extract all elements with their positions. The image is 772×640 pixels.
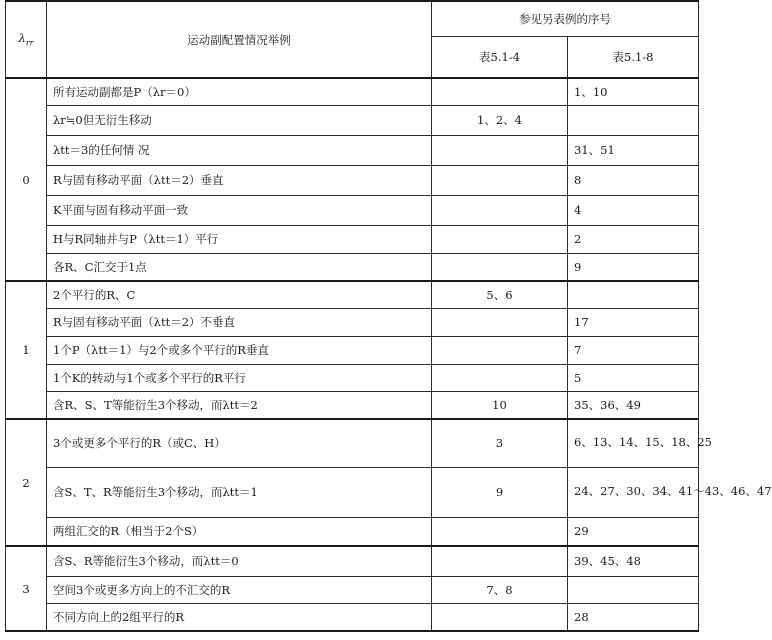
- table-row: [6, 165, 699, 195]
- row-description: 含S、T、R等能衍生3个移动，而λtt＝1: [47, 467, 432, 517]
- table-5-1-4-ref: 9: [432, 467, 568, 517]
- table-5-1-4-ref: [432, 603, 568, 631]
- row-description: 含R、S、T等能衍生3个移动，而λtt＝2: [47, 391, 432, 419]
- table-5-1-4-ref: [432, 546, 568, 576]
- table-5-1-4-ref: [432, 165, 568, 195]
- table-5-1-8-ref: 35、36、49: [568, 391, 699, 419]
- table-5-1-8-ref: 1、10: [568, 78, 699, 105]
- row-description: R与固有移动平面（λtt＝2）不垂直: [47, 308, 432, 336]
- table-5-1-4-ref: 1、2、4: [432, 105, 568, 135]
- reference-column-header: 参见另表例的序号: [432, 1, 699, 36]
- table-5-1-4-ref: 10: [432, 391, 568, 419]
- lambda-value: 1: [6, 281, 47, 419]
- row-description: 1个K的转动与1个或多个平行的R平行: [47, 364, 432, 391]
- table-5-1-8-ref: [568, 576, 699, 603]
- table-5-1-4-ref: 7、8: [432, 576, 568, 603]
- table-5-1-8-ref: 8: [568, 165, 699, 195]
- table-5-1-8-ref: 31、51: [568, 135, 699, 165]
- table-5-1-4-header: 表5.1-4: [432, 36, 568, 78]
- row-description: 各R、C汇交于1点: [47, 253, 432, 281]
- table-5-1-8-ref: 6、13、14、15、18、25: [568, 419, 699, 467]
- table-row: [6, 225, 699, 253]
- table-5-1-4-ref: [432, 78, 568, 105]
- row-description: R与固有移动平面（λtt＝2）垂直: [47, 165, 432, 195]
- table-5-1-8-ref: 39、45、48: [568, 546, 699, 576]
- table-5-1-8-ref: [568, 105, 699, 135]
- row-description: 空间3个或更多方向上的不汇交的R: [47, 576, 432, 603]
- row-description: λtt＝3的任何情 况: [47, 135, 432, 165]
- table-5-1-8-ref: 7: [568, 336, 699, 364]
- table-5-1-8-ref: 24、27、30、34、41～43、46、47: [568, 467, 699, 517]
- row-description: 1个P（λtt＝1）与2个或多个平行的R垂直: [47, 336, 432, 364]
- table-5-1-4-ref: [432, 517, 568, 546]
- table-5-1-8-ref: 2: [568, 225, 699, 253]
- table-row: [6, 364, 699, 391]
- table-5-1-8-ref: [568, 281, 699, 308]
- row-description: 2个平行的R、C: [47, 281, 432, 308]
- row-description: 3个或更多个平行的R（或C、H）: [47, 419, 432, 467]
- table-5-1-8-ref: 4: [568, 195, 699, 225]
- table-5-1-4-ref: [432, 225, 568, 253]
- description-column-header: 运动副配置情况举例: [47, 1, 432, 78]
- table-5-1-4-ref: 3: [432, 419, 568, 467]
- table-5-1-8-ref: 5: [568, 364, 699, 391]
- lambda-value: 3: [6, 546, 47, 631]
- row-description: H与R同轴并与P（λtt＝1）平行: [47, 225, 432, 253]
- table-5-1-8-ref: 9: [568, 253, 699, 281]
- table-row: [6, 253, 699, 281]
- table-5-1-4-ref: [432, 135, 568, 165]
- table-row: [6, 336, 699, 364]
- table-5-1-8-ref: 17: [568, 308, 699, 336]
- table-row: [6, 467, 699, 517]
- table-5-1-8-ref: 29: [568, 517, 699, 546]
- kinematic-pair-table: [5, 0, 772, 632]
- header-row-1: [6, 1, 699, 36]
- table-row: [6, 576, 699, 603]
- lambda-column-header: $\lambda_{rr}$: [6, 1, 47, 78]
- table-5-1-4-ref: [432, 253, 568, 281]
- table-row: [6, 281, 699, 308]
- row-description: 不同方向上的2组平行的R: [47, 603, 432, 631]
- lambda-value: 2: [6, 419, 47, 546]
- table-5-1-8-header: 表5.1-8: [568, 36, 699, 78]
- table-5-1-4-ref: 5、6: [432, 281, 568, 308]
- table-row: [6, 308, 699, 336]
- table-row: [6, 135, 699, 165]
- row-description: 所有运动副都是P（λr＝0）: [47, 78, 432, 105]
- table-5-1-4-ref: [432, 195, 568, 225]
- table-row: [6, 517, 699, 546]
- table-5-1-4-ref: [432, 336, 568, 364]
- row-description: 含S、R等能衍生3个移动，而λtt＝0: [47, 546, 432, 576]
- row-description: λr≒0但无衍生移动: [47, 105, 432, 135]
- table-row: [6, 391, 699, 419]
- table-5-1-8-ref: 28: [568, 603, 699, 631]
- table-row: [6, 603, 699, 631]
- table-row: [6, 78, 699, 105]
- row-description: K平面与固有移动平面一致: [47, 195, 432, 225]
- table-row: [6, 195, 699, 225]
- table-row: [6, 546, 699, 576]
- table-5-1-4-ref: [432, 308, 568, 336]
- table-row: [6, 419, 699, 467]
- row-description: 两组汇交的R（相当于2个S）: [47, 517, 432, 546]
- table-5-1-4-ref: [432, 364, 568, 391]
- lambda-value: 0: [6, 78, 47, 281]
- table-row: [6, 105, 699, 135]
